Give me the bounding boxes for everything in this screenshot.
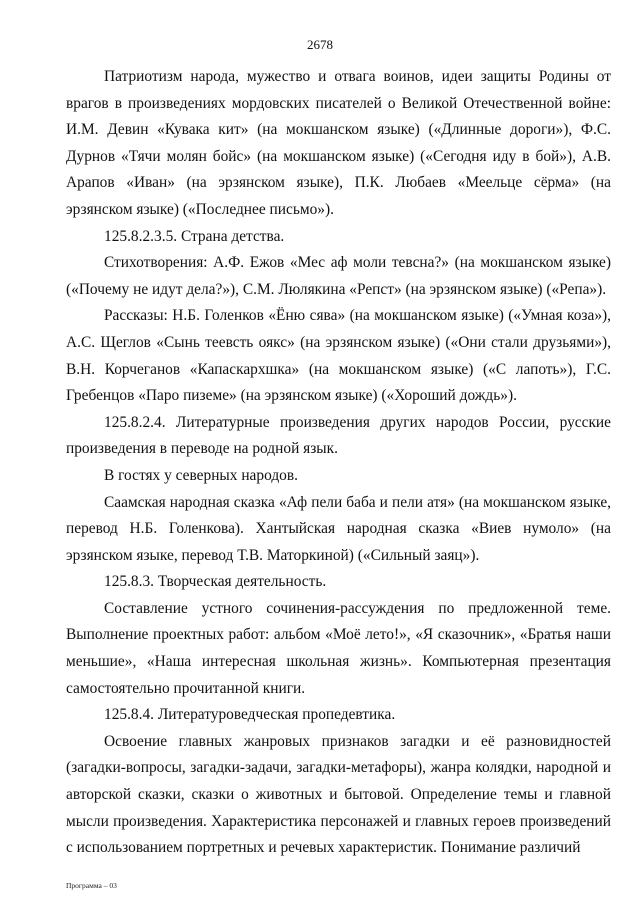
paragraph-patriotism: Патриотизм народа, мужество и отвага воинов, идеи защиты Родины от врагов в произведениях мордовских писателей о Великой Отечественной войне: И.М. Девин «Кувака кит» (на мокшанском языке) («Длинные дороги»), Ф.С. Дурнов «Тячи молян бойс» (на мокшанском языке) («Сегодня иду в бой»), А.В. Арапов «Иван» (на эрзянском языке), П.К. Любаев «Меельце сёрма» (на эрзянском языке) («Последнее письмо»). bbox=[66, 68, 611, 218]
footer-label: Программа – 03 bbox=[66, 881, 117, 890]
section-heading-creative-activity: 125.8.3. Творческая деятельность. bbox=[104, 573, 327, 591]
paragraph-creative-activity: Составление устного сочинения-рассуждения по предложенной теме. Выполнение проектных работ: альбом «Моё лето!», «Я сказочник», «Братья наши меньшие», «Наша интересная школьная жизнь». Компьютерная презентация самостоятельно прочитанной книги. bbox=[66, 599, 611, 697]
paragraph-literary-propaedeutics: Освоение главных жанровых признаков загадки и её разновидностей (загадки-вопросы, загадки-задачи, загадки-метафоры), жанра колядки, народной и авторской сказки, сказки о животных и бытовой. Определение темы и главной мысли произведения. Характеристика персонажей и главных героев произведений с использованием портретных и речевых характеристик. Понимание различий bbox=[66, 732, 611, 857]
paragraph-northern-peoples: В гостях у северных народов. bbox=[104, 466, 298, 484]
paragraph-folk-tales: Саамская народная сказка «Аф пели баба и пели атя» (на мокшанском языке, перевод Н.Б. Голенкова). Хантыйская народная сказка «Виев нумоло» (на эрзянском языке, перевод Т.В. Маторкиной) («Сильный заяц»). bbox=[66, 493, 611, 564]
paragraph-poems: Стихотворения: А.Ф. Ежов «Мес аф моли тевсна?» (на мокшанском языке) («Почему не идут дела?»), С.М. Люлякина «Репст» (на эрзянском языке) («Репа»). bbox=[66, 254, 611, 298]
section-heading-other-peoples: 125.8.2.4. Литературные произведения других народов России, русские произведения в переводе на родной язык. bbox=[66, 413, 611, 458]
section-heading-literary-propaedeutics: 125.8.4. Литературоведческая пропедевтика. bbox=[104, 706, 396, 724]
section-heading-childhood: 125.8.2.3.5. Страна детства. bbox=[104, 227, 285, 245]
document-body bbox=[66, 64, 611, 862]
paragraph-stories: Рассказы: Н.Б. Голенков «Ёню сява» (на мокшанском языке) («Умная коза»), А.С. Щеглов «Сынь теевсть оякс» (на эрзянском языке) («Они стали друзьями»), В.Н. Корчеганов «Капаскархшка» (на мокшанском языке) («С лапоть»), Г.С. Гребенцов «Паро пиземе» (на эрзянском языке) («Хороший дождь»). bbox=[66, 307, 611, 405]
page-number: 2678 bbox=[307, 37, 333, 52]
